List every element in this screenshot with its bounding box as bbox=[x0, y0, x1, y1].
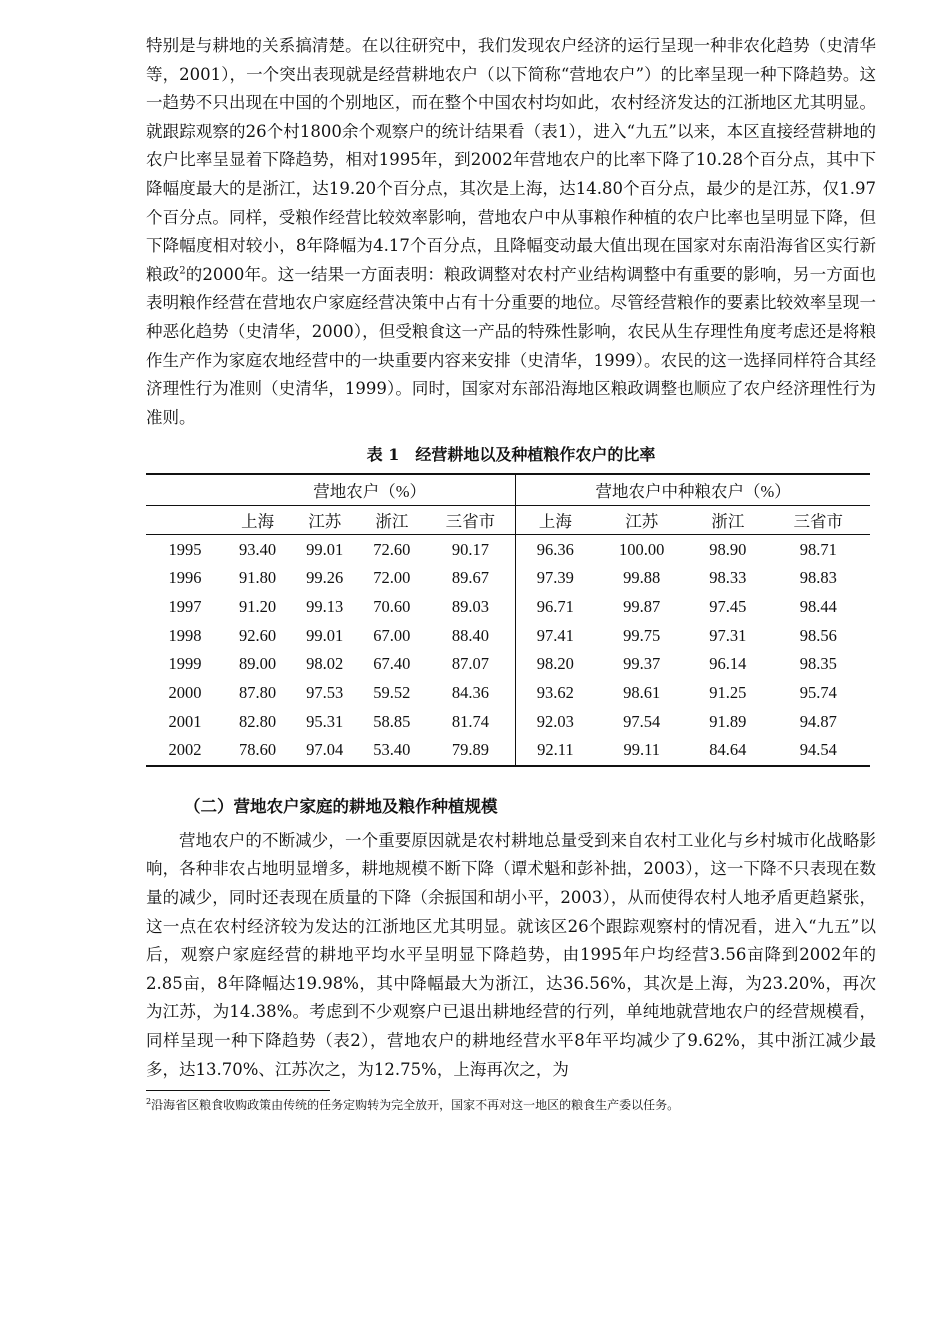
table-row bbox=[146, 621, 870, 650]
value-cell: 81.74 bbox=[451, 711, 489, 731]
year-header-blank bbox=[146, 474, 224, 506]
value-cell: 98.02 bbox=[306, 654, 344, 674]
value-cell: 97.39 bbox=[516, 564, 595, 593]
value-cell: 78.60 bbox=[224, 736, 291, 766]
table-row bbox=[146, 679, 870, 708]
year-cell: 2002 bbox=[146, 736, 224, 766]
value-cell: 92.03 bbox=[516, 707, 595, 736]
value-cell: 98.90 bbox=[709, 539, 747, 559]
value-cell: 95.31 bbox=[306, 711, 344, 731]
value-cell: 72.00 bbox=[373, 568, 411, 588]
value-cell: 88.40 bbox=[451, 625, 489, 645]
footnote-text: 沿海省区粮食收购政策由传统的任务定购转为完全放开，国家不再对这一地区的粮食生产委以任务。 bbox=[151, 1098, 680, 1113]
value-cell: 97.54 bbox=[623, 711, 661, 731]
value-cell: 96.71 bbox=[516, 593, 595, 622]
table-group-header-row bbox=[146, 474, 870, 506]
value-cell: 70.60 bbox=[373, 597, 411, 617]
value-cell: 100.00 bbox=[619, 539, 665, 559]
intro-text-part1: 特别是与耕地的关系搞清楚。在以往研究中，我们发现农户经济的运行呈现一种非农化趋势（史清华等，2001），一个突出表现就是经营耕地农户（以下简称“营地农户”）的比率呈现一种下降趋势。这一趋势不只出现在中国的个别地区，而在整个中国农村均如此，农村经济发达的江浙地区尤其明显。就跟踪观察的26个村1800余个观察户的统计结果看（表1），进入“九五”以来，本区直接经营耕地的农户比率呈显着下降趋势，相对1995年，到2002年营地农户的比率下降了10.28个百分点，其中下降幅度最大的是浙江，达19.20个百分点，其次是上海，达14.80个百分点，最少的是江苏，仅1.97个百分点。同样，受粮作经营比较效率影响，营地农户中从事粮作种植的农户比率也呈明显下降，但下降幅度相对较小，8年降幅为4.17个百分点，且降幅变动最大值出现在国家对东南沿海省区实行新粮政 bbox=[146, 36, 876, 284]
value-cell: 97.41 bbox=[516, 621, 595, 650]
value-cell: 87.80 bbox=[239, 683, 277, 703]
value-cell: 89.67 bbox=[451, 568, 489, 588]
value-cell: 67.40 bbox=[373, 654, 411, 674]
value-cell: 99.37 bbox=[623, 654, 661, 674]
value-cell: 98.83 bbox=[799, 568, 837, 588]
table-row bbox=[146, 535, 870, 564]
value-cell: 59.52 bbox=[373, 683, 411, 703]
value-cell: 91.20 bbox=[239, 597, 277, 617]
value-cell: 97.45 bbox=[709, 597, 747, 617]
value-cell: 99.87 bbox=[623, 597, 661, 617]
group-header-farming-households: 营地农户（%） bbox=[224, 474, 516, 506]
sub-header-cell: 上海 bbox=[224, 506, 291, 535]
value-cell: 99.13 bbox=[306, 597, 344, 617]
table-caption: 表 1 经营耕地以及种植粮作农户的比率 bbox=[366, 445, 656, 465]
value-cell: 82.80 bbox=[239, 711, 277, 731]
value-cell: 93.62 bbox=[516, 679, 595, 708]
sub-header-cell: 三省市 bbox=[425, 506, 515, 535]
value-cell: 94.54 bbox=[767, 736, 870, 766]
sub-header-blank bbox=[146, 506, 224, 535]
footnote-divider bbox=[146, 1090, 330, 1091]
ratio-table bbox=[146, 473, 870, 767]
footnote-number: 2 bbox=[146, 1097, 152, 1107]
year-cell: 1997 bbox=[168, 597, 202, 617]
table-row bbox=[146, 564, 870, 593]
year-cell: 1996 bbox=[168, 568, 202, 588]
value-cell: 89.03 bbox=[451, 597, 489, 617]
intro-text-part2: 的2000年。这一结果一方面表明：粮政调整对农村产业结构调整中有重要的影响，另一方面也表明粮作经营在营地农户家庭经营决策中占有十分重要的地位。尽管经营粮作的要素比较效率呈现一种恶化趋势（史清华，2000），但受粮食这一产品的特殊性影响，农民从生存理性角度考虑还是将粮作生产作为家庭农地经营中的一块重要内容来安排（史清华，1999）。农民的这一选择同样符合其经济理性行为准则（史清华，1999）。同时，国家对东部沿海地区粮政调整也顺应了农户经济理性行为准则。 bbox=[146, 264, 876, 427]
value-cell: 92.11 bbox=[516, 736, 595, 766]
value-cell: 58.85 bbox=[373, 711, 411, 731]
value-cell: 98.20 bbox=[516, 650, 595, 679]
value-cell: 99.26 bbox=[306, 568, 344, 588]
value-cell: 99.01 bbox=[306, 539, 344, 559]
value-cell: 94.87 bbox=[799, 711, 837, 731]
year-cell: 1998 bbox=[168, 625, 202, 645]
intro-paragraph bbox=[146, 32, 876, 432]
sub-header-cell: 江苏 bbox=[594, 506, 689, 535]
year-cell: 1999 bbox=[168, 654, 202, 674]
table-sub-header-row bbox=[146, 506, 870, 535]
section-paragraph: 营地农户的不断减少，一个重要原因就是农村耕地总量受到来自农村工业化与乡村城市化战略影响，各种非农占地明显增多，耕地规模不断下降（谭术魁和彭补拙，2003），这一下降不只表现在数量的减少，同时还表现在质量的下降（余振国和胡小平，2003），从而使得农村人地矛盾更趋紧张，这一点在农村经济较为发达的江浙地区尤其明显。就该区26个跟踪观察村的情况看，进入“九五”以后，观察户家庭经营的耕地平均水平呈明显下降趋势，由1995年户均经营3.56亩降到2002年的2.85亩，8年降幅达19.98%，其中降幅最大为浙江，达36.56%，其次是上海，为23.20%，再次为江苏，为14.38%。考虑到不少观察户已退出耕地经营的行列，单纯地就营地农户的经营规模看，同样呈现一种下降趋势（表2），营地农户的耕地经营水平8年平均减少了9.62%，其中浙江减少最多，达13.70%、江苏次之，为12.75%，上海再次之，为 bbox=[146, 830, 876, 1079]
value-cell: 98.71 bbox=[799, 539, 837, 559]
value-cell: 99.11 bbox=[594, 736, 689, 766]
table-row bbox=[146, 736, 870, 766]
group-header-grain-households: 营地农户中种粮农户（%） bbox=[516, 474, 870, 506]
value-cell: 91.89 bbox=[709, 711, 747, 731]
footnote bbox=[146, 1096, 876, 1113]
value-cell: 97.04 bbox=[291, 736, 358, 766]
value-cell: 96.14 bbox=[709, 654, 747, 674]
value-cell: 92.60 bbox=[239, 625, 277, 645]
year-cell: 1995 bbox=[168, 539, 202, 559]
value-cell: 95.74 bbox=[799, 683, 837, 703]
section-heading: （二）营地农户家庭的耕地及粮作种植规模 bbox=[184, 796, 498, 816]
value-cell: 99.88 bbox=[623, 568, 661, 588]
sub-header-cell: 三省市 bbox=[767, 506, 870, 535]
value-cell: 98.33 bbox=[709, 568, 747, 588]
value-cell: 87.07 bbox=[451, 654, 489, 674]
value-cell: 98.44 bbox=[799, 597, 837, 617]
page-content bbox=[146, 32, 876, 1113]
value-cell: 96.36 bbox=[516, 535, 595, 564]
value-cell: 53.40 bbox=[358, 736, 425, 766]
sub-header-cell: 浙江 bbox=[689, 506, 766, 535]
value-cell: 97.31 bbox=[709, 625, 747, 645]
year-cell: 2001 bbox=[168, 711, 202, 731]
value-cell: 84.64 bbox=[689, 736, 766, 766]
table-row bbox=[146, 707, 870, 736]
value-cell: 98.56 bbox=[799, 625, 837, 645]
sub-header-cell: 上海 bbox=[516, 506, 595, 535]
sub-header-cell: 江苏 bbox=[291, 506, 358, 535]
sub-header-cell: 浙江 bbox=[358, 506, 425, 535]
value-cell: 67.00 bbox=[373, 625, 411, 645]
value-cell: 91.25 bbox=[709, 683, 747, 703]
footnote-marker: 2 bbox=[179, 265, 186, 277]
value-cell: 93.40 bbox=[239, 539, 277, 559]
value-cell: 98.61 bbox=[623, 683, 661, 703]
value-cell: 98.35 bbox=[799, 654, 837, 674]
value-cell: 90.17 bbox=[451, 539, 489, 559]
table-row bbox=[146, 650, 870, 679]
table-row bbox=[146, 593, 870, 622]
year-cell: 2000 bbox=[168, 683, 202, 703]
value-cell: 99.01 bbox=[306, 625, 344, 645]
value-cell: 97.53 bbox=[306, 683, 344, 703]
value-cell: 72.60 bbox=[373, 539, 411, 559]
value-cell: 84.36 bbox=[451, 683, 489, 703]
value-cell: 89.00 bbox=[239, 654, 277, 674]
value-cell: 79.89 bbox=[425, 736, 515, 766]
table-body bbox=[146, 535, 870, 766]
value-cell: 99.75 bbox=[623, 625, 661, 645]
value-cell: 91.80 bbox=[239, 568, 277, 588]
